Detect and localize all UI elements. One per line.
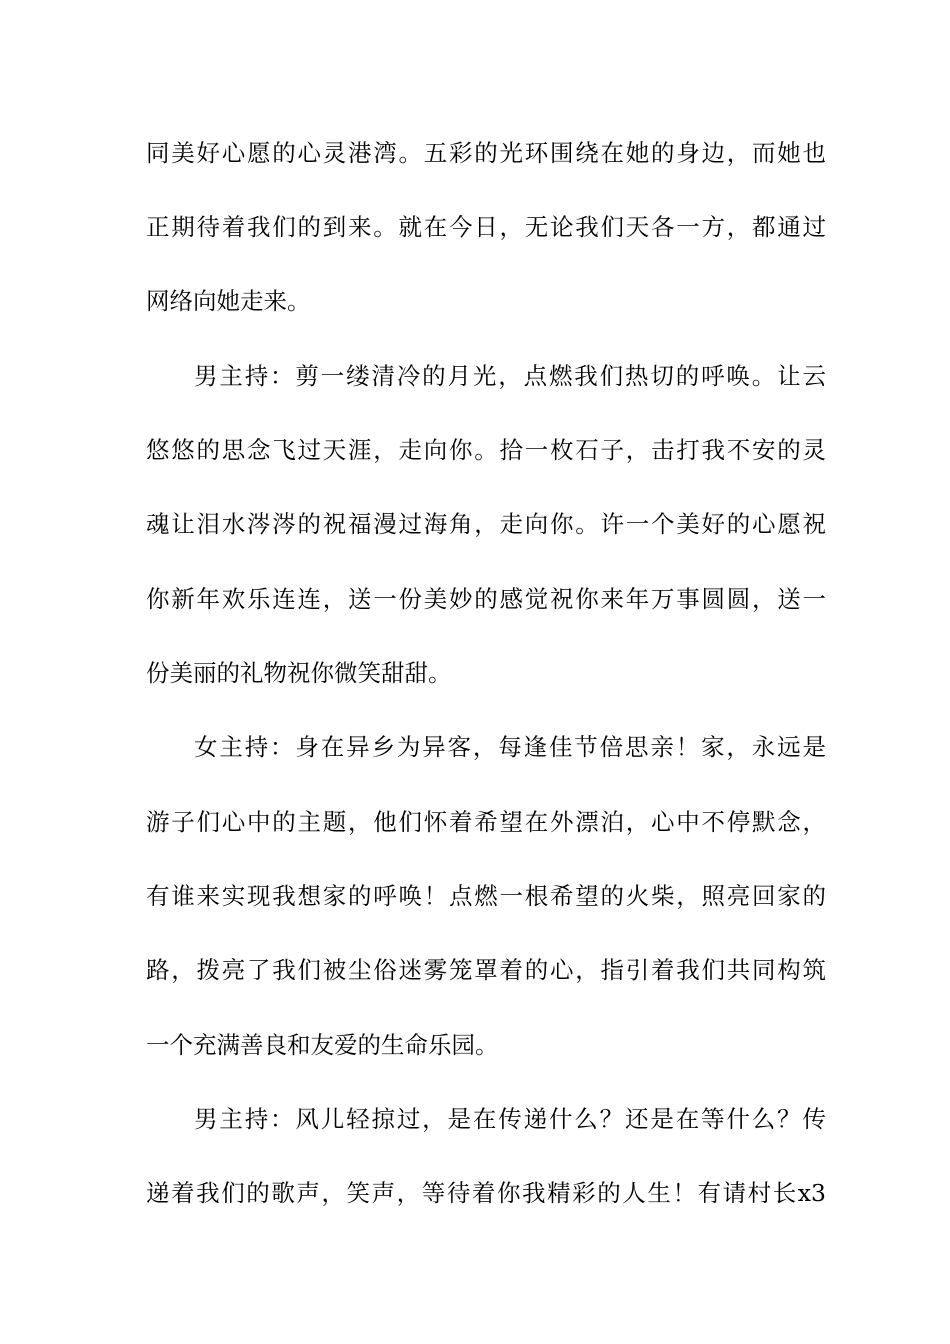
text-line: 网络向她走来。: [146, 287, 311, 315]
text-line: 悠悠的思念飞过天涯，走向你。拾一枚石子，击打我不安的灵: [146, 436, 826, 464]
text-line: 同美好心愿的心灵港湾。五彩的光环围绕在她的身边，而她也: [146, 139, 826, 167]
text-line: 女主持：身在异乡为异客，每逢佳节倍思亲！家，永远是: [194, 733, 826, 761]
text-line: 一个充满善良和友爱的生命乐园。: [146, 1031, 499, 1059]
text-line: 男主持：剪一缕清冷的月光，点燃我们热切的呼唤。让云: [194, 362, 826, 390]
text-line: 你新年欢乐连连，送一份美妙的感觉祝你来年万事圆圆，送一: [146, 585, 826, 613]
text-line: 递着我们的歌声，笑声，等待着你我精彩的人生！有请村长x3: [146, 1179, 826, 1207]
text-line: 游子们心中的主题，他们怀着希望在外漂泊，心中不停默念，: [146, 808, 826, 836]
text-line: 路，拨亮了我们被尘俗迷雾笼罩着的心，指引着我们共同构筑: [146, 956, 826, 984]
text-line: 份美丽的礼物祝你微笑甜甜。: [146, 659, 452, 687]
text-line: 男主持：风儿轻掠过，是在传递什么？还是在等什么？传: [194, 1105, 826, 1133]
text-line: 正期待着我们的到来。就在今日，无论我们天各一方，都通过: [146, 213, 826, 241]
text-line: 魂让泪水涔涔的祝福漫过海角，走向你。许一个美好的心愿祝: [146, 510, 826, 538]
text-line: 有谁来实现我想家的呼唤！点燃一根希望的火柴，照亮回家的: [146, 882, 826, 910]
